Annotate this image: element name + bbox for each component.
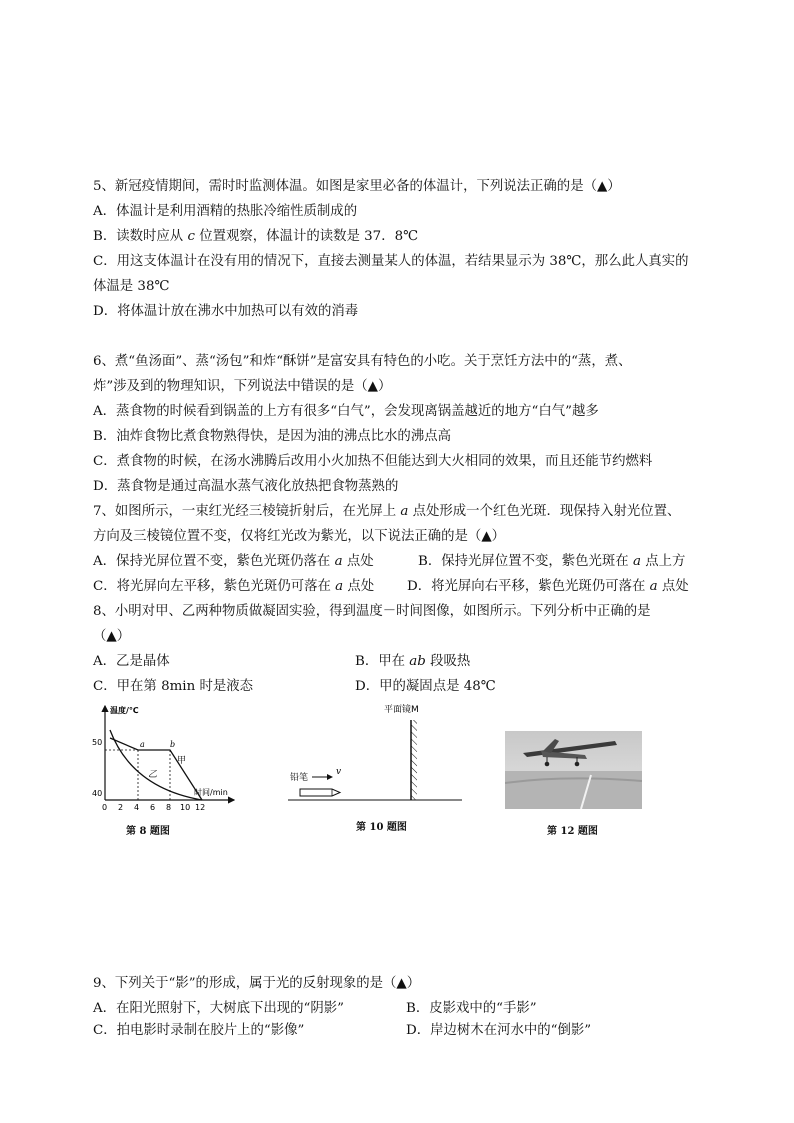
q6-option-b: B．油炸食物比煮食物熟得快，是因为油的沸点比水的沸点高 — [93, 429, 451, 444]
q5-option-b: B．读数时应从 c 位置观察，体温计的读数是 37．8℃ — [93, 229, 419, 244]
figure-12-caption: 第 12 题图 — [547, 826, 598, 837]
q9-option-b: B．皮影戏中的“手影” — [406, 1001, 537, 1016]
q8-option-b: B．甲在 ab 段吸热 — [355, 654, 471, 669]
velocity-label: v — [336, 767, 342, 777]
point-a-label: a — [140, 740, 145, 749]
q5-option-c-line1: C．用这支体温计在没有用的情况下，直接去测量某人的体温，若结果显示为 38℃，那么此人真实的 — [93, 254, 689, 269]
figure-10-caption: 第 10 题图 — [356, 822, 407, 833]
q8-option-a: A．乙是晶体 — [93, 654, 170, 669]
q6-stem-line2: 炸”涉及到的物理知识，下列说法中错误的是（▲） — [93, 379, 392, 394]
pencil-label: 铅笔 — [290, 773, 309, 783]
q5-option-d: D．将体温计放在沸水中加热可以有效的消毒 — [93, 304, 359, 319]
q8-option-c: C．甲在第 8min 时是液态 — [93, 679, 254, 694]
pencil — [300, 789, 340, 796]
q9-stem: 9、下列关于“影”的形成，属于光的反射现象的是（▲） — [93, 976, 421, 991]
label-yi: 乙 — [148, 770, 158, 780]
q7-stem-line2: 方向及三棱镜位置不变，仅将红光改为紫光，以下说法正确的是（▲） — [93, 529, 506, 544]
q9-option-d: D．岸边树木在河水中的“倒影” — [406, 1023, 592, 1038]
x-tick-0: 0 — [102, 803, 108, 812]
q6-option-c: C．煮食物的时候，在汤水沸腾后改用小火加热不但能达到大火相同的效果，而且还能节约燃料 — [93, 454, 653, 469]
x-tick-10: 10 — [180, 803, 191, 812]
q7-option-c: C．将光屏向左平移，紫色光斑仍可落在 a 点处 — [93, 579, 375, 594]
x-tick-4: 4 — [134, 803, 140, 812]
q5-stem: 5、新冠疫情期间，需时时监测体温。如图是家里必备的体温计，下列说法正确的是（▲） — [93, 179, 621, 194]
x-tick-8: 8 — [166, 803, 172, 812]
label-jia: 甲 — [177, 756, 187, 766]
y-axis-label: 温度/℃ — [110, 706, 139, 715]
q6-option-d: D．蒸食物是通过高温水蒸气液化放热把食物蒸熟的 — [93, 479, 399, 494]
curve-jia — [110, 738, 202, 800]
x-tick-2: 2 — [118, 803, 124, 812]
q7-option-a: A．保持光屏位置不变，紫色光斑仍落在 a 点处 — [93, 554, 374, 569]
q7-option-b: B．保持光屏位置不变，紫色光斑在 a 点上方 — [418, 554, 686, 569]
y-tick-40: 40 — [92, 789, 103, 798]
x-tick-6: 6 — [150, 803, 156, 812]
q8-option-d: D．甲的凝固点是 48℃ — [355, 679, 496, 694]
x-tick-12: 12 — [195, 803, 206, 812]
figure-8-caption: 第 8 题图 — [126, 826, 170, 837]
figure-10-diagram — [280, 700, 470, 810]
mirror-label: 平面镜M — [384, 705, 419, 715]
q5-option-a: A．体温计是利用酒精的热胀冷缩性质制成的 — [93, 204, 358, 219]
y-tick-50: 50 — [92, 738, 103, 747]
q7-stem-line1: 7、如图所示，一束红光经三棱镜折射后，在光屏上 a 点处形成一个红色光斑．现保持入射光位置、 — [93, 504, 681, 519]
figure-12-photo — [505, 731, 642, 809]
q5-option-c-line2: 体温是 38℃ — [93, 279, 170, 294]
q6-stem-line1: 6、煮“鱼汤面”、蒸“汤包”和炸“酥饼”是富安具有特色的小吃。关于烹饪方法中的“蒸，煮、 — [93, 354, 632, 369]
q7-option-d: D．将光屏向右平移，紫色光斑仍可落在 a 点处 — [407, 579, 689, 594]
figure-8-graph — [88, 700, 238, 820]
q9-option-a: A．在阳光照射下，大树底下出现的“阴影” — [93, 1001, 345, 1016]
point-b-label: b — [170, 740, 176, 749]
x-axis-label: 时间/min — [194, 788, 228, 797]
curve-yi — [110, 730, 202, 800]
mirror-hatching — [411, 720, 417, 800]
q8-stem-line2: （▲） — [93, 629, 131, 644]
q9-option-c: C．拍电影时录制在胶片上的“影像” — [93, 1023, 305, 1038]
q8-stem-line1: 8、小明对甲、乙两种物质做凝固实验，得到温度－时间图像，如图所示。下列分析中正确的是 — [93, 604, 651, 619]
ground-area — [505, 771, 642, 809]
q6-option-a: A．蒸食物的时候看到锅盖的上方有很多“白气”，会发现离锅盖越近的地方“白气”越多 — [93, 404, 599, 419]
